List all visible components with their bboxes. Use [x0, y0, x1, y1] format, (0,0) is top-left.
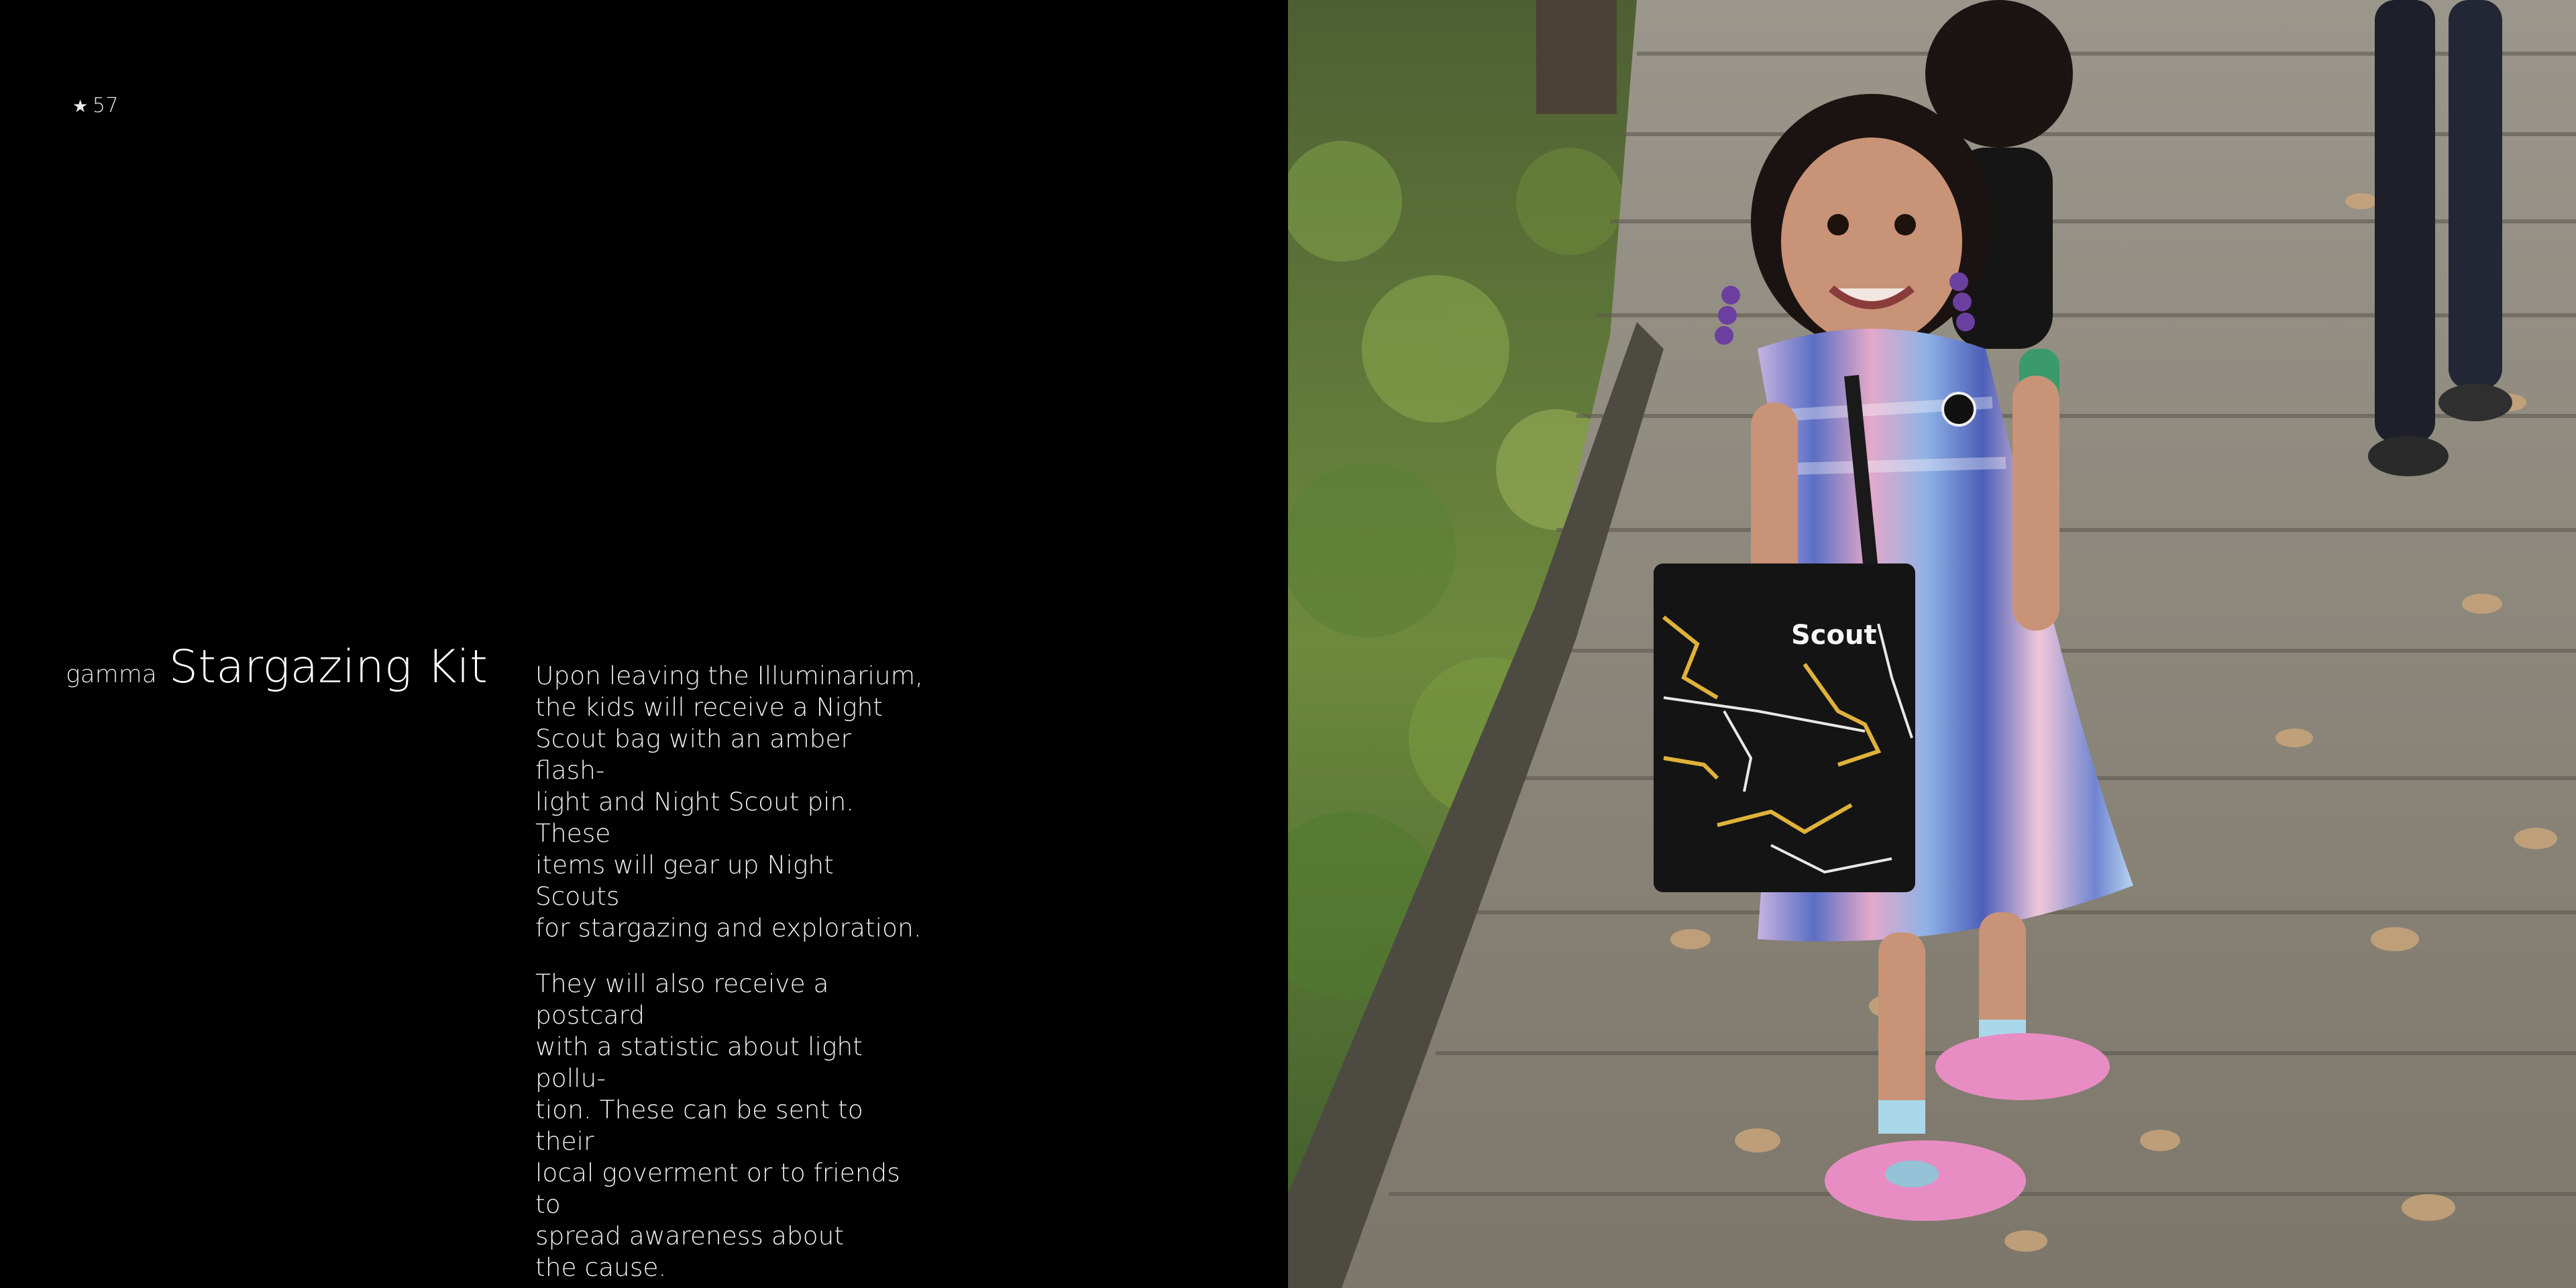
body-copy — [535, 660, 924, 1288]
girl-sock-left — [1878, 1100, 1925, 1134]
night-scout-bag — [1654, 564, 1915, 892]
girl-eye-left — [1827, 214, 1849, 235]
adult-shoe-right — [2438, 384, 2512, 421]
section-heading — [66, 641, 488, 694]
body-paragraph-1: Upon leaving the Illuminarium, the kids will receive a Night Scout bag with an amber flash- light and Night Scout pin. These items will gear up Night Scouts for stargazing and exploration. — [535, 661, 924, 943]
tree-trunk — [1536, 0, 1617, 114]
adult-shoe-left — [2368, 436, 2449, 476]
girl-eye-right — [1894, 214, 1916, 235]
girl-arm-left — [2012, 376, 2059, 631]
bag-label: Scout — [1791, 620, 1877, 651]
adult-leg-right — [2449, 0, 2502, 389]
page-marker — [72, 94, 119, 117]
girl-shoe-right — [1935, 1033, 2110, 1100]
adult-leg-left — [2375, 0, 2435, 443]
photo-illustration — [1288, 0, 2576, 1288]
star-icon: ★ — [72, 97, 89, 117]
night-scout-pin — [1943, 393, 1975, 425]
section-kicker: gamma — [66, 661, 157, 688]
page-number: 57 — [92, 94, 119, 117]
section-title: Stargazing Kit — [168, 641, 488, 694]
photo-girl-on-boardwalk — [1288, 0, 2576, 1288]
girl-face — [1781, 138, 1962, 345]
shoe-decoration — [1885, 1161, 1939, 1187]
body-paragraph-2: They will also receive a postcard with a statistic about light pollu- tion. These can be sent to their local goverment or to friends to spread awareness about the cause. — [535, 969, 900, 1282]
